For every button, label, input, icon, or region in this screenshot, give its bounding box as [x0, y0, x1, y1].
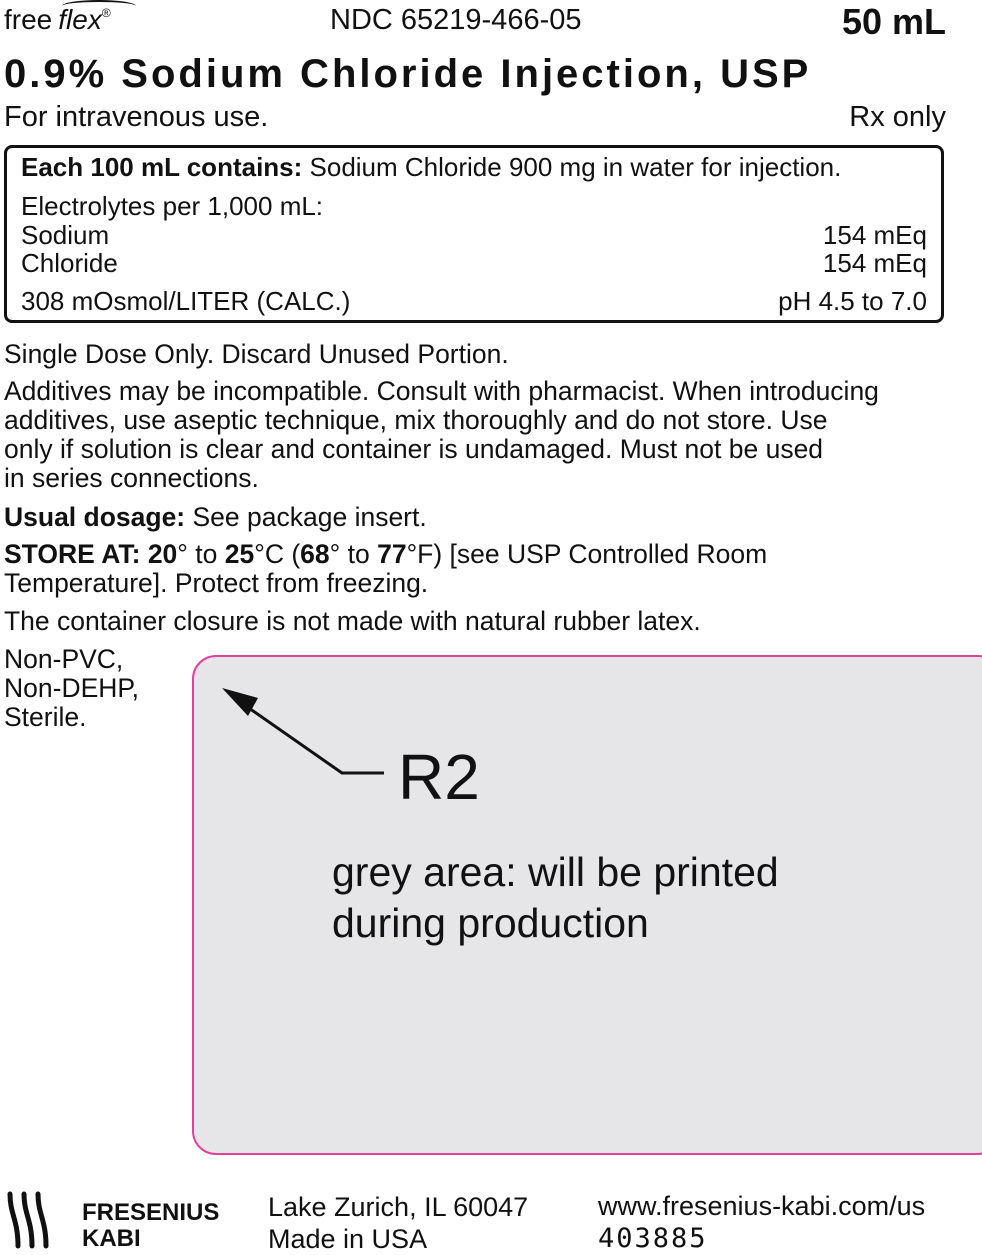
usual-dosage-text: See package insert. [185, 502, 427, 532]
ndc-number: NDC 65219-466-05 [330, 4, 582, 36]
store-temp-3: 68 [300, 539, 330, 569]
fresenius-logo-icon [4, 1190, 68, 1250]
usual-dosage-label: Usual dosage: [4, 502, 186, 532]
address-line-2: Made in USA [268, 1224, 428, 1254]
store-label: STORE AT: [4, 539, 141, 569]
grey-area-note [332, 847, 779, 949]
material-sterile: Sterile. [4, 702, 87, 732]
store-temp-2: 25 [224, 539, 255, 569]
company-line-2: KABI [82, 1225, 141, 1252]
store-temp-2-unit: °C ( [254, 539, 301, 569]
each-100ml-text: Sodium Chloride 900 mg in water for injection. [302, 152, 842, 182]
chloride-value: 154 mEq [822, 248, 927, 278]
electrolytes-heading: Electrolytes per 1,000 mL: [21, 191, 324, 221]
company-line-1: FRESENIUS [82, 1199, 220, 1226]
storage-line-2: Temperature]. Protect from freezing. [4, 568, 429, 598]
material-non-pvc: Non-PVC, [4, 644, 124, 674]
grey-note-line-1: grey area: will be printed [332, 849, 779, 895]
store-temp-3-unit: ° to [329, 539, 378, 569]
store-temp-4-unit: °F) [see USP Controlled Room [406, 539, 768, 569]
store-temp-4: 77 [377, 539, 407, 569]
rx-only-label: Rx only [849, 101, 946, 133]
material-non-dehp: Non-DEHP, [4, 673, 140, 703]
manufacturer-address [268, 1191, 528, 1255]
volume-label: 50 mL [841, 1, 946, 42]
label-code: 403885 [598, 1223, 708, 1254]
additives-line-3: only if solution is clear and container is undamaged. Must not be used [4, 434, 824, 464]
latex-notice: The container closure is not made with natural rubber latex. [4, 606, 701, 636]
each-100ml-label: Each 100 mL contains: [21, 152, 303, 182]
ph-range: pH 4.5 to 7.0 [778, 286, 927, 316]
registered-mark: ® [101, 6, 111, 20]
brand-free: free [4, 4, 53, 35]
brand-flex: flex [58, 4, 102, 35]
osmolarity: 308 mOsmol/LITER (CALC.) [21, 286, 351, 316]
store-temp-1: 20 [147, 539, 178, 569]
store-temp-1-unit: ° to [177, 539, 225, 569]
product-title: 0.9% Sodium Chloride Injection, USP [4, 52, 812, 96]
additives-line-2: additives, use aseptic technique, mix thoroughly and do not store. Use [4, 405, 828, 435]
sodium-value: 154 mEq [822, 220, 927, 250]
sodium-label: Sodium [21, 220, 110, 250]
website-url: www.fresenius-kabi.com/us [598, 1191, 926, 1221]
additives-line-4: in series connections. [4, 463, 259, 493]
route-of-administration: For intravenous use. [4, 101, 269, 133]
r2-marker: R2 [398, 741, 480, 813]
chloride-label: Chloride [21, 248, 118, 278]
company-name [82, 1200, 219, 1252]
address-line-1: Lake Zurich, IL 60047 [268, 1192, 529, 1222]
grey-note-line-2: during production [332, 900, 649, 946]
single-dose-notice: Single Dose Only. Discard Unused Portion. [4, 339, 509, 369]
additives-line-1: Additives may be incompatible. Consult with pharmacist. When introducing [4, 376, 879, 406]
